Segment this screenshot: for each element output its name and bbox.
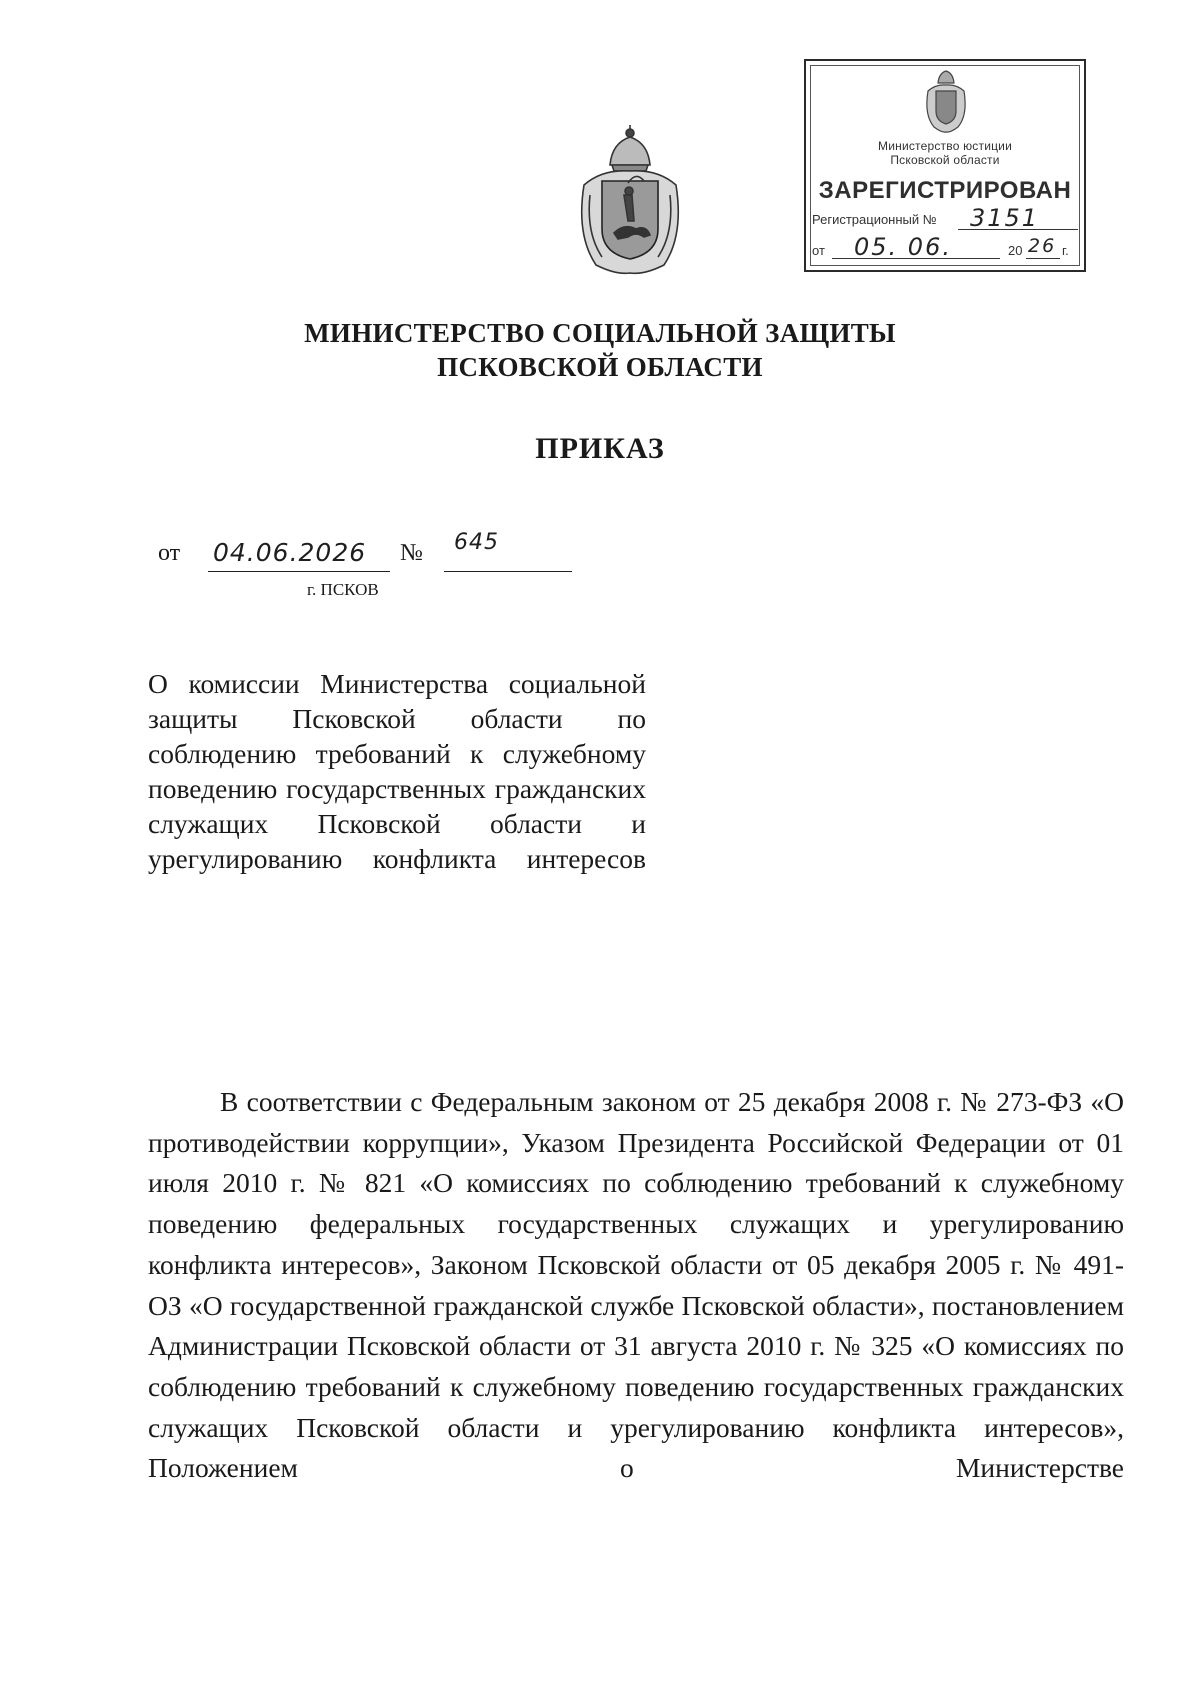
order-city: г. ПСКОВ (307, 580, 379, 599)
stamp-emblem-icon (922, 67, 970, 135)
stamp-org-line1: Министерство юстиции (878, 139, 1012, 153)
ministry-name (0, 316, 1200, 384)
stamp-year-value: 26 (1028, 235, 1057, 257)
stamp-date-row (812, 233, 1078, 263)
order-date-value: 04.06.2026 (213, 538, 367, 567)
order-number-label: № (400, 540, 423, 566)
registration-stamp (804, 59, 1086, 272)
stamp-reg-number: 3151 (970, 204, 1040, 232)
stamp-year-suffix: г. (1062, 243, 1069, 258)
order-subject: О комиссии Министерства социальной защиты Псковской области по соблюдению требований к служебному поведению государственных гражданских служащих Псковской области и урегулированию конфликта интересов (148, 668, 646, 874)
coat-of-arms-emblem (566, 125, 694, 280)
stamp-date-prefix: от (812, 243, 825, 258)
stamp-reg-row (812, 204, 1078, 234)
order-date-prefix: от (158, 540, 181, 566)
stamp-year-prefix: 20 (1008, 243, 1023, 258)
document-type-title: ПРИКАЗ (535, 432, 665, 465)
stamp-status: ЗАРЕГИСТРИРОВАН (818, 177, 1072, 204)
order-date-number-line (158, 530, 598, 580)
ministry-name-line1: МИНИСТЕРСТВО СОЦИАЛЬНОЙ ЗАЩИТЫ (304, 318, 896, 348)
ministry-name-line2: ПСКОВСКОЙ ОБЛАСТИ (437, 352, 763, 382)
order-body-paragraph: В соответствии с Федеральным законом от 25 декабря 2008 г. № 273-ФЗ «О противодействии коррупции», Указом Президента Российской Федерации от 01 июля 2010 г. № 821 «О комиссиях по соблюдению требований к служебному поведению федеральных государственных служащих и урегулированию конфликта интересов», Законом Псковской области от 05 декабря 2005 г. № 491-ОЗ «О государственной гражданской службе Псковской области», постановлением Администрации Псковской области от 31 августа 2010 г. № 325 «О комиссиях по соблюдению требований к служебному поведению государственных гражданских служащих Псковской области и урегулированию конфликта интересов», Положением о Министерстве (148, 1086, 1124, 1484)
stamp-date-value: 05. 06. (854, 233, 952, 261)
order-number-value: 645 (454, 530, 499, 555)
stamp-reg-label: Регистрационный № (812, 212, 937, 227)
stamp-org-line2: Псковской области (890, 153, 1000, 167)
stamp-organization (806, 139, 1084, 167)
